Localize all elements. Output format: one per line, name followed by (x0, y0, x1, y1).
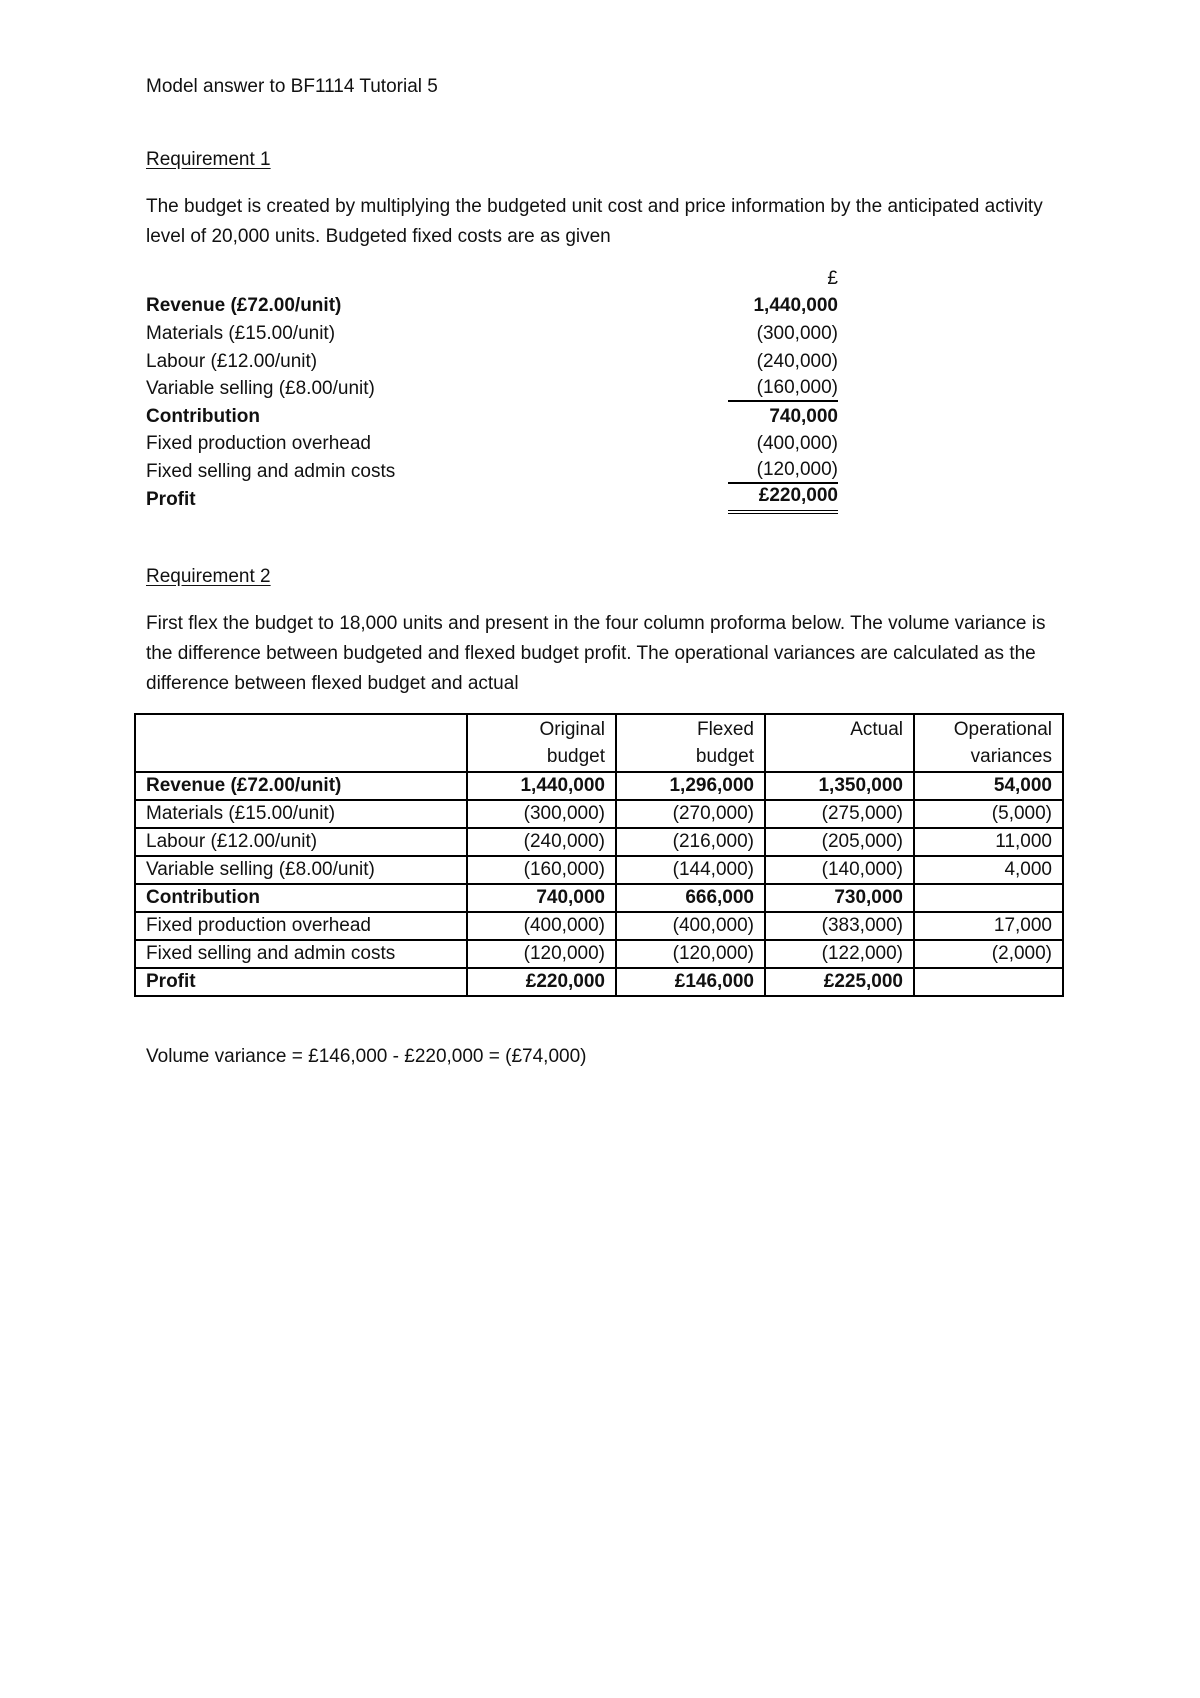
table-row: Profit £220,000 £146,000 £225,000 (135, 968, 1063, 996)
requirement-1-paragraph: The budget is created by multiplying the budgeted unit cost and price information by the anticipated activity level of 20,000 units. Budgeted fixed costs are as given (146, 196, 1043, 247)
budget-row-value: 1,440,000 (753, 295, 838, 317)
budget-row-label: Contribution (146, 405, 260, 427)
budget-row-value: £220,000 (728, 485, 838, 514)
budget-row-label: Revenue (£72.00/unit) (146, 295, 342, 317)
budget-row-revenue (146, 293, 838, 321)
budget-row-variable-selling (146, 375, 838, 403)
original-budget-statement (146, 265, 838, 513)
requirement-2-paragraph: First flex the budget to 18,000 units and present in the four column proforma below. The volume variance is the difference between budgeted and flexed budget profit. The operational variances are calculated as the difference between flexed budget and actual (146, 613, 1046, 694)
budget-row-label: Labour (£12.00/unit) (146, 350, 318, 372)
table-row: Fixed selling and admin costs (120,000) (120,000) (122,000) (2,000) (135, 940, 1063, 968)
table-row: Contribution 740,000 666,000 730,000 (135, 884, 1063, 912)
budget-row-label: Fixed selling and admin costs (146, 460, 396, 482)
budget-row-label: Profit (146, 488, 196, 510)
requirement-2-heading: Requirement 2 (146, 566, 271, 587)
table-header-empty (135, 714, 467, 772)
budget-row-value: (400,000) (756, 433, 838, 455)
budget-row-fixed-selling-admin (146, 458, 838, 486)
budget-row-label: Variable selling (£8.00/unit) (146, 378, 375, 400)
budget-row-label: Fixed production overhead (146, 433, 371, 455)
table-header-original: Original budget (467, 714, 616, 772)
table-header-actual: Actual (765, 714, 914, 772)
requirement-1-heading: Requirement 1 (146, 149, 271, 170)
budget-row-profit (146, 485, 838, 514)
budget-row-materials (146, 320, 838, 348)
budget-row-fixed-production (146, 431, 838, 459)
budget-row-label: Materials (£15.00/unit) (146, 322, 336, 344)
budget-row-value: (120,000) (728, 459, 838, 484)
table-row: Variable selling (£8.00/unit) (160,000) (144,000) (140,000) 4,000 (135, 856, 1063, 884)
table-row: Materials (£15.00/unit) (300,000) (270,000) (275,000) (5,000) (135, 800, 1063, 828)
currency-header: £ (827, 267, 838, 289)
table-row: Labour (£12.00/unit) (240,000) (216,000) (205,000) 11,000 (135, 828, 1063, 856)
table-header-flexed: Flexed budget (616, 714, 765, 772)
budget-currency-header-row (146, 265, 838, 293)
budget-row-labour (146, 348, 838, 376)
table-row: Revenue (£72.00/unit) 1,440,000 1,296,000 1,350,000 54,000 (135, 772, 1063, 800)
budget-row-value: 740,000 (769, 405, 838, 427)
table-row: Fixed production overhead (400,000) (400,000) (383,000) 17,000 (135, 912, 1063, 940)
table-header-variances: Operational variances (914, 714, 1063, 772)
document-title: Model answer to BF1114 Tutorial 5 (146, 76, 438, 97)
budget-row-contribution (146, 403, 838, 431)
flexed-budget-table (134, 713, 1064, 997)
volume-variance-line: Volume variance = £146,000 - £220,000 = (£74,000) (146, 1046, 587, 1067)
budget-row-value: (240,000) (756, 350, 838, 372)
table-header-row (135, 714, 1063, 772)
budget-row-value: (160,000) (728, 377, 838, 402)
budget-row-value: (300,000) (756, 322, 838, 344)
